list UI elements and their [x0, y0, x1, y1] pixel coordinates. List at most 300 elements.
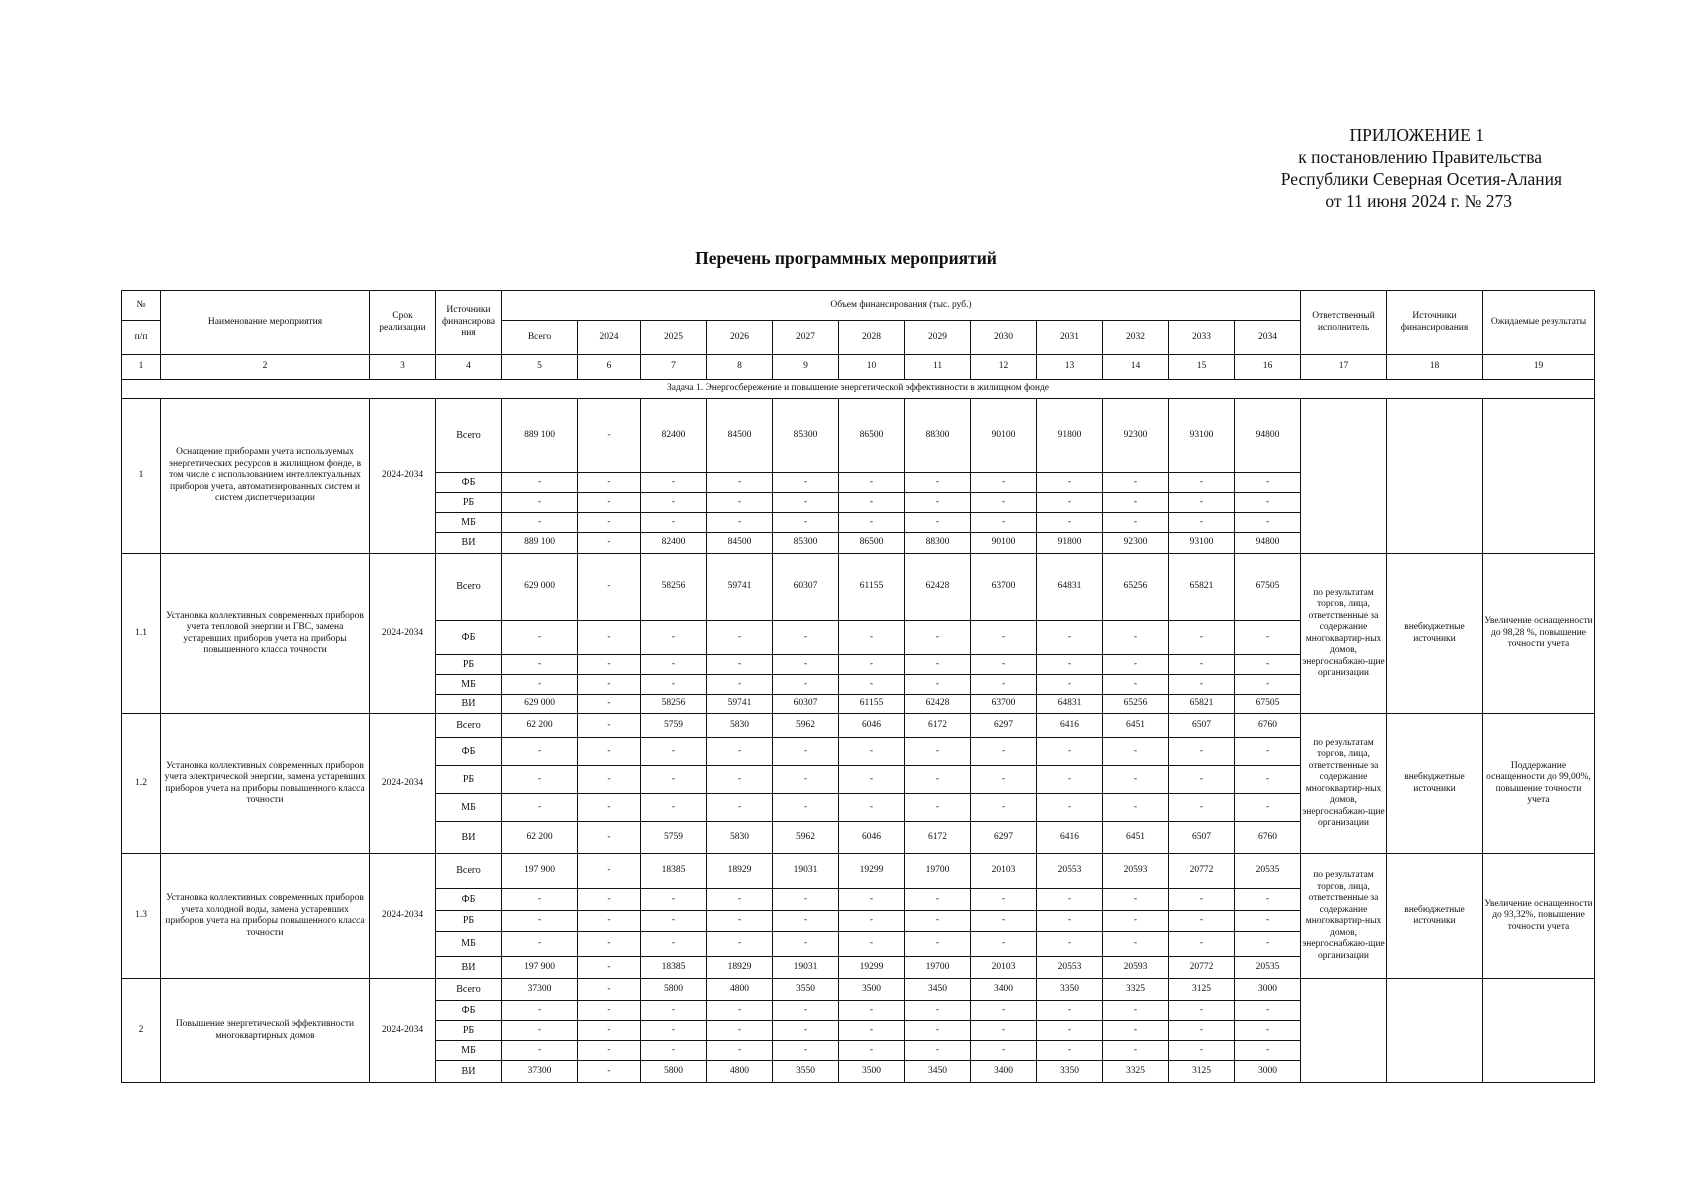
funding-year-value: 19700: [905, 957, 971, 979]
funding-year-value: -: [839, 911, 905, 932]
header-results: Ожидаемые результаты: [1483, 291, 1595, 355]
funding-total: 629 000: [502, 695, 578, 714]
funding-year-value: 64831: [1037, 695, 1103, 714]
funding-year-value: 64831: [1037, 554, 1103, 621]
funding-year-value: 85300: [773, 399, 839, 473]
funding-total: -: [502, 932, 578, 957]
funding-year-value: -: [905, 675, 971, 695]
funding-year-value: -: [578, 1041, 641, 1061]
funding-year-value: -: [839, 794, 905, 822]
funding-total: -: [502, 911, 578, 932]
funding-year-value: -: [1037, 473, 1103, 493]
funding-year-value: -: [1103, 493, 1169, 513]
funding-year-value: 5830: [707, 822, 773, 854]
funding-year-value: -: [1235, 675, 1301, 695]
funding-year-value: -: [905, 1021, 971, 1041]
header-total: Всего: [502, 321, 578, 355]
funding-year-value: -: [1235, 513, 1301, 533]
funding-year-value: -: [1103, 1001, 1169, 1021]
funding-year-value: -: [1037, 911, 1103, 932]
funding-source: Всего: [436, 554, 502, 621]
funding-year-value: -: [641, 889, 707, 911]
funding-year-value: -: [707, 655, 773, 675]
funding-year-value: -: [1103, 932, 1169, 957]
funding-year-value: -: [641, 1021, 707, 1041]
funding-source: РБ: [436, 493, 502, 513]
measure-period: 2024-2034: [370, 399, 436, 554]
funding-year-value: -: [1037, 889, 1103, 911]
funding-source: ФБ: [436, 621, 502, 655]
funding-year-value: 19299: [839, 854, 905, 889]
funding-year-value: -: [578, 1001, 641, 1021]
funding-source: ФБ: [436, 473, 502, 493]
column-number: 8: [707, 355, 773, 380]
measure-period: 2024-2034: [370, 554, 436, 714]
funding-year-value: -: [773, 889, 839, 911]
funding-source: РБ: [436, 766, 502, 794]
funding-year-value: -: [839, 513, 905, 533]
funding-year-value: 60307: [773, 695, 839, 714]
funding-total: -: [502, 513, 578, 533]
funding-year-value: 3325: [1103, 1061, 1169, 1083]
funding-year-value: 92300: [1103, 399, 1169, 473]
funding-year-value: 90100: [971, 533, 1037, 554]
funding-year-value: -: [641, 766, 707, 794]
header-year: 2031: [1037, 321, 1103, 355]
funding-year-value: 5800: [641, 979, 707, 1001]
funding-total: 62 200: [502, 714, 578, 738]
funding-year-value: 20772: [1169, 957, 1235, 979]
funding-year-value: 63700: [971, 695, 1037, 714]
funding-year-value: -: [905, 911, 971, 932]
funding-year-value: -: [1235, 621, 1301, 655]
funding-year-value: 92300: [1103, 533, 1169, 554]
measure-number: 1.2: [122, 714, 161, 854]
measure-results: Поддержание оснащенности до 99,00%, повышение точности учета: [1483, 714, 1595, 854]
funding-year-value: 20535: [1235, 957, 1301, 979]
funding-year-value: 6507: [1169, 714, 1235, 738]
header-year: 2025: [641, 321, 707, 355]
funding-year-value: -: [773, 493, 839, 513]
funding-year-value: 65256: [1103, 554, 1169, 621]
funding-total: 37300: [502, 979, 578, 1001]
column-number: 14: [1103, 355, 1169, 380]
header-sources: Источники финансирова ния: [436, 291, 502, 355]
funding-source: ВИ: [436, 695, 502, 714]
funding-year-value: -: [707, 621, 773, 655]
measure-name: Повышение энергетической эффективности многоквартирных домов: [161, 979, 370, 1083]
funding-year-value: 61155: [839, 554, 905, 621]
funding-total: -: [502, 794, 578, 822]
funding-year-value: -: [641, 675, 707, 695]
funding-year-value: -: [1169, 493, 1235, 513]
measure-number: 1.1: [122, 554, 161, 714]
funding-year-value: -: [1037, 766, 1103, 794]
header-year: 2024: [578, 321, 641, 355]
funding-year-value: -: [707, 1041, 773, 1061]
funding-year-value: 5800: [641, 1061, 707, 1083]
funding-year-value: 3550: [773, 1061, 839, 1083]
funding-total: -: [502, 621, 578, 655]
table-row: [122, 554, 1595, 621]
appendix-line-2: к постановлению Правительства: [1298, 147, 1542, 167]
funding-year-value: -: [905, 655, 971, 675]
funding-year-value: 6297: [971, 714, 1037, 738]
funding-year-value: -: [641, 794, 707, 822]
appendix-label: ПРИЛОЖЕНИЕ 1: [1349, 125, 1484, 145]
funding-year-value: -: [905, 1001, 971, 1021]
funding-year-value: 3500: [839, 979, 905, 1001]
appendix-date: от 11 июня 2024 г. № 273: [1325, 191, 1512, 211]
funding-year-value: 93100: [1169, 399, 1235, 473]
funding-year-value: -: [971, 889, 1037, 911]
funding-year-value: 82400: [641, 399, 707, 473]
funding-year-value: -: [773, 766, 839, 794]
funding-source: РБ: [436, 911, 502, 932]
funding-total: 37300: [502, 1061, 578, 1083]
column-number: 13: [1037, 355, 1103, 380]
funding-year-value: -: [707, 1021, 773, 1041]
funding-year-value: 6451: [1103, 714, 1169, 738]
funding-year-value: -: [839, 473, 905, 493]
funding-year-value: 5962: [773, 822, 839, 854]
funding-year-value: -: [839, 738, 905, 766]
funding-year-value: -: [707, 889, 773, 911]
column-number: 9: [773, 355, 839, 380]
funding-year-value: -: [641, 738, 707, 766]
funding-year-value: -: [1103, 513, 1169, 533]
funding-year-value: -: [971, 675, 1037, 695]
funding-year-value: -: [905, 889, 971, 911]
funding-year-value: -: [641, 932, 707, 957]
funding-total: 197 900: [502, 854, 578, 889]
funding-year-value: -: [578, 1061, 641, 1083]
measure-name: Установка коллективных современных приборов учета электрической энергии, замена устаревших приборов учета на приборы повышенного класса точности: [161, 714, 370, 854]
column-number: 16: [1235, 355, 1301, 380]
funding-year-value: 5759: [641, 714, 707, 738]
funding-year-value: -: [1037, 1021, 1103, 1041]
funding-source: МБ: [436, 1041, 502, 1061]
funding-year-value: -: [773, 932, 839, 957]
funding-year-value: -: [905, 473, 971, 493]
funding-year-value: -: [1037, 513, 1103, 533]
funding-year-value: -: [773, 621, 839, 655]
column-number: 7: [641, 355, 707, 380]
funding-year-value: 6760: [1235, 822, 1301, 854]
funding-year-value: -: [578, 738, 641, 766]
funding-year-value: -: [578, 655, 641, 675]
funding-year-value: -: [1037, 932, 1103, 957]
funding-year-value: 88300: [905, 533, 971, 554]
funding-year-value: 6172: [905, 822, 971, 854]
funding-year-value: -: [839, 621, 905, 655]
funding-year-value: -: [905, 513, 971, 533]
funding-source: Всего: [436, 714, 502, 738]
column-number: 6: [578, 355, 641, 380]
funding-year-value: -: [1169, 1041, 1235, 1061]
funding-source: МБ: [436, 932, 502, 957]
funding-year-value: -: [905, 794, 971, 822]
funding-year-value: 19031: [773, 854, 839, 889]
funding-year-value: 93100: [1169, 533, 1235, 554]
funding-year-value: 3350: [1037, 979, 1103, 1001]
funding-year-value: -: [1235, 889, 1301, 911]
funding-total: -: [502, 655, 578, 675]
measure-executor: по результатам торгов, лица, ответственные за содержание многоквартир-ных домов, энергоснабжаю-щие организации: [1301, 854, 1387, 979]
funding-year-value: 86500: [839, 399, 905, 473]
funding-year-value: 19700: [905, 854, 971, 889]
measure-results: Увеличение оснащенности до 93,32%, повышение точности учета: [1483, 854, 1595, 979]
funding-year-value: 3350: [1037, 1061, 1103, 1083]
column-number: 17: [1301, 355, 1387, 380]
column-number: 19: [1483, 355, 1595, 380]
funding-year-value: -: [773, 655, 839, 675]
funding-year-value: -: [773, 675, 839, 695]
funding-year-value: -: [641, 911, 707, 932]
funding-year-value: 91800: [1037, 399, 1103, 473]
funding-source: РБ: [436, 1021, 502, 1041]
funding-year-value: -: [971, 1041, 1037, 1061]
table-row: [122, 979, 1595, 1001]
funding-year-value: 6416: [1037, 822, 1103, 854]
header-pp: п/п: [122, 321, 161, 355]
funding-year-value: -: [1037, 1001, 1103, 1021]
funding-source: Всего: [436, 854, 502, 889]
funding-year-value: -: [773, 911, 839, 932]
header-year: 2028: [839, 321, 905, 355]
measure-results: [1483, 979, 1595, 1083]
funding-year-value: 3400: [971, 979, 1037, 1001]
funding-year-value: -: [578, 675, 641, 695]
funding-year-value: 3550: [773, 979, 839, 1001]
funding-year-value: 59741: [707, 554, 773, 621]
funding-year-value: -: [578, 766, 641, 794]
funding-total: 629 000: [502, 554, 578, 621]
funding-total: 889 100: [502, 533, 578, 554]
funding-year-value: -: [1169, 766, 1235, 794]
funding-year-value: -: [1235, 493, 1301, 513]
funding-year-value: -: [641, 473, 707, 493]
funding-year-value: 86500: [839, 533, 905, 554]
column-number: 10: [839, 355, 905, 380]
column-number: 5: [502, 355, 578, 380]
measure-funding-sources: внебюджетные источники: [1387, 714, 1483, 854]
funding-year-value: -: [839, 493, 905, 513]
funding-year-value: 3125: [1169, 1061, 1235, 1083]
measure-name: Установка коллективных современных приборов учета холодной воды, замена устаревших приборов учета на приборы повышенного класса точности: [161, 854, 370, 979]
measure-number: 1.3: [122, 854, 161, 979]
funding-year-value: -: [1103, 473, 1169, 493]
appendix-header: [1281, 124, 1562, 212]
task-heading: Задача 1. Энергосбережение и повышение энергетической эффективности в жилищном фонде: [122, 380, 1595, 399]
measure-number: 2: [122, 979, 161, 1083]
column-number: 3: [370, 355, 436, 380]
funding-year-value: -: [1235, 794, 1301, 822]
funding-year-value: 20772: [1169, 854, 1235, 889]
measure-results: [1483, 399, 1595, 554]
funding-year-value: -: [1235, 738, 1301, 766]
funding-total: -: [502, 889, 578, 911]
funding-year-value: 6451: [1103, 822, 1169, 854]
funding-year-value: 5962: [773, 714, 839, 738]
funding-year-value: -: [641, 1041, 707, 1061]
funding-year-value: -: [707, 932, 773, 957]
funding-year-value: -: [1037, 794, 1103, 822]
measure-funding-sources: [1387, 979, 1483, 1083]
funding-year-value: 65821: [1169, 554, 1235, 621]
funding-year-value: -: [971, 1021, 1037, 1041]
funding-year-value: 6760: [1235, 714, 1301, 738]
funding-total: -: [502, 675, 578, 695]
funding-year-value: -: [1103, 911, 1169, 932]
funding-year-value: 91800: [1037, 533, 1103, 554]
column-number: 4: [436, 355, 502, 380]
funding-year-value: 62428: [905, 554, 971, 621]
funding-year-value: -: [578, 794, 641, 822]
funding-year-value: -: [1235, 1041, 1301, 1061]
header-year: 2027: [773, 321, 839, 355]
header-volume: Объем финансирования (тыс. руб.): [502, 291, 1301, 321]
funding-year-value: -: [1169, 621, 1235, 655]
funding-year-value: -: [578, 513, 641, 533]
column-number: 1: [122, 355, 161, 380]
funding-year-value: -: [1103, 1041, 1169, 1061]
funding-year-value: -: [1169, 513, 1235, 533]
funding-year-value: -: [1235, 911, 1301, 932]
header-year: 2032: [1103, 321, 1169, 355]
funding-year-value: -: [1103, 738, 1169, 766]
measure-period: 2024-2034: [370, 854, 436, 979]
funding-year-value: 62428: [905, 695, 971, 714]
measure-executor: по результатам торгов, лица, ответственные за содержание многоквартир-ных домов, энергоснабжаю-щие организации: [1301, 554, 1387, 714]
funding-total: -: [502, 766, 578, 794]
column-number: 11: [905, 355, 971, 380]
funding-year-value: -: [1235, 655, 1301, 675]
funding-year-value: 90100: [971, 399, 1037, 473]
funding-year-value: 20103: [971, 854, 1037, 889]
funding-year-value: -: [707, 513, 773, 533]
funding-year-value: -: [971, 493, 1037, 513]
funding-year-value: -: [578, 493, 641, 513]
funding-year-value: -: [1103, 621, 1169, 655]
funding-year-value: 84500: [707, 399, 773, 473]
funding-year-value: 20593: [1103, 957, 1169, 979]
funding-source: ВИ: [436, 533, 502, 554]
header-year: 2030: [971, 321, 1037, 355]
funding-year-value: -: [971, 766, 1037, 794]
funding-year-value: 20103: [971, 957, 1037, 979]
funding-year-value: 3400: [971, 1061, 1037, 1083]
funding-total: -: [502, 1021, 578, 1041]
funding-year-value: -: [1169, 655, 1235, 675]
funding-year-value: 5830: [707, 714, 773, 738]
funding-year-value: -: [641, 493, 707, 513]
funding-year-value: -: [1235, 1021, 1301, 1041]
funding-year-value: -: [839, 655, 905, 675]
funding-year-value: 82400: [641, 533, 707, 554]
funding-year-value: 19031: [773, 957, 839, 979]
funding-year-value: 3000: [1235, 979, 1301, 1001]
funding-year-value: -: [905, 1041, 971, 1061]
funding-year-value: -: [1169, 738, 1235, 766]
funding-year-value: -: [971, 621, 1037, 655]
funding-year-value: 18929: [707, 957, 773, 979]
funding-year-value: -: [641, 513, 707, 533]
funding-total: -: [502, 1041, 578, 1061]
funding-year-value: 94800: [1235, 399, 1301, 473]
funding-year-value: -: [971, 932, 1037, 957]
funding-year-value: -: [971, 1001, 1037, 1021]
funding-year-value: 20593: [1103, 854, 1169, 889]
measure-results: Увеличение оснащенности до 98,28 %, повышение точности учета: [1483, 554, 1595, 714]
funding-source: МБ: [436, 794, 502, 822]
funding-year-value: -: [578, 399, 641, 473]
funding-year-value: -: [1235, 473, 1301, 493]
funding-year-value: 65256: [1103, 695, 1169, 714]
funding-year-value: -: [1103, 675, 1169, 695]
funding-year-value: -: [905, 766, 971, 794]
funding-year-value: -: [1169, 1021, 1235, 1041]
funding-year-value: 3450: [905, 1061, 971, 1083]
funding-source: ВИ: [436, 1061, 502, 1083]
measure-executor: [1301, 979, 1387, 1083]
funding-year-value: -: [578, 473, 641, 493]
funding-year-value: -: [641, 1001, 707, 1021]
funding-year-value: 63700: [971, 554, 1037, 621]
funding-year-value: -: [578, 822, 641, 854]
funding-year-value: 59741: [707, 695, 773, 714]
funding-year-value: 61155: [839, 695, 905, 714]
funding-year-value: -: [971, 513, 1037, 533]
funding-total: -: [502, 738, 578, 766]
header-fin-sources: Источники финансирования: [1387, 291, 1483, 355]
measure-number: 1: [122, 399, 161, 554]
funding-year-value: -: [707, 738, 773, 766]
funding-year-value: -: [1169, 794, 1235, 822]
funding-year-value: 65821: [1169, 695, 1235, 714]
funding-total: -: [502, 473, 578, 493]
funding-year-value: 6507: [1169, 822, 1235, 854]
funding-source: ФБ: [436, 738, 502, 766]
funding-year-value: -: [773, 1021, 839, 1041]
funding-year-value: 6172: [905, 714, 971, 738]
funding-source: Всего: [436, 979, 502, 1001]
funding-year-value: -: [1103, 889, 1169, 911]
funding-year-value: -: [578, 911, 641, 932]
header-year: 2034: [1235, 321, 1301, 355]
funding-year-value: 19299: [839, 957, 905, 979]
funding-year-value: 20553: [1037, 854, 1103, 889]
header-name: Наименование мероприятия: [161, 291, 370, 355]
funding-year-value: -: [1103, 766, 1169, 794]
funding-year-value: -: [971, 738, 1037, 766]
funding-year-value: -: [1037, 675, 1103, 695]
measure-executor: по результатам торгов, лица, ответственные за содержание многоквартир-ных домов, энергоснабжаю-щие организации: [1301, 714, 1387, 854]
funding-year-value: -: [707, 766, 773, 794]
measure-funding-sources: внебюджетные источники: [1387, 554, 1483, 714]
funding-year-value: 67505: [1235, 695, 1301, 714]
funding-source: ВИ: [436, 822, 502, 854]
funding-year-value: -: [578, 979, 641, 1001]
funding-year-value: 3325: [1103, 979, 1169, 1001]
funding-year-value: -: [578, 957, 641, 979]
funding-year-value: -: [578, 714, 641, 738]
funding-year-value: -: [905, 932, 971, 957]
funding-year-value: -: [839, 932, 905, 957]
funding-year-value: -: [773, 513, 839, 533]
funding-year-value: -: [578, 1021, 641, 1041]
funding-year-value: -: [707, 493, 773, 513]
